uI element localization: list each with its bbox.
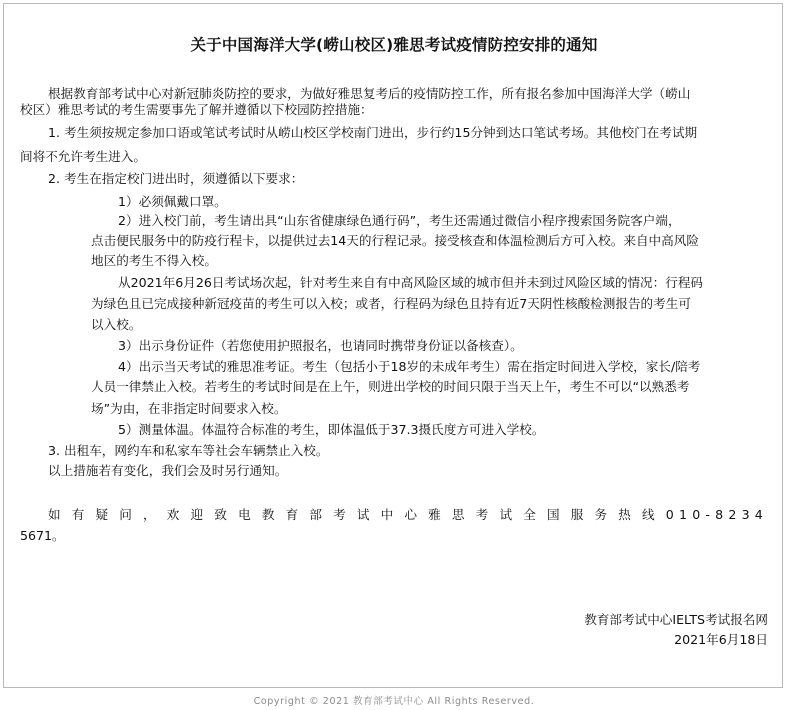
copyright-footer: Copyright © 2021 教育部考试中心 All Rights Reserved. [253, 696, 535, 707]
paragraph-line: 以上措施若有变化，我们会及时另行通知。 [48, 463, 288, 478]
paragraph-line: 1. 考生须按规定参加口语或笔试考试时从崂山校区学校南门进出，步行约15分钟到达口笔试考场。其他校门在考试期 [48, 125, 698, 140]
list-item-line: 3）出示身份证件（若您使用护照报名，也请同时携带身份证以备核查）。 [118, 338, 523, 353]
hotline-text-continued: 5671。 [20, 528, 65, 543]
signature: 教育部考试中心IELTS考试报名网 [584, 612, 768, 627]
page-title: 关于中国海洋大学(崂山校区)雅思考试疫情防控安排的通知 [190, 36, 598, 54]
list-item-line: 为绿色且已完成接种新冠疫苗的考生可以入校；或者，行程码为绿色且持有近7天阴性核酸检测报告的考生可 [91, 296, 691, 311]
list-item-line: 1）必须佩戴口罩。 [118, 194, 227, 209]
paragraph-line: 间将不允许考生进入。 [20, 149, 146, 164]
paragraph-line: 校区）雅思考试的考生需要事先了解并遵循以下校园防控措施： [20, 102, 373, 117]
list-item-line: 5）测量体温。体温符合标准的考生，即体温低于37.3摄氏度方可进入学校。 [118, 422, 545, 437]
paragraph-line: 3. 出租车，网约车和私家车等社会车辆禁止入校。 [48, 443, 329, 458]
list-item-line: 地区的考生不得入校。 [91, 253, 217, 268]
list-item-line: 从2021年6月26日考试场次起，针对考生来自有中高风险区域的城市但并未到过风险区域的情况：行程码 [118, 275, 704, 290]
list-item-line: 以入校。 [91, 317, 142, 332]
list-item-line: 4）出示当天考试的雅思准考证。考生（包括小于18岁的未成年考生）需在指定时间进入学校，家长/陪考 [118, 359, 701, 374]
list-item-line: 2）进入校门前，考生请出具“山东省健康绿色通行码”，考生还需通过微信小程序搜索国务院客户端， [118, 213, 681, 228]
list-item-line: 人员一律禁止入校。若考生的考试时间是在上午，则进出学校的时间只限于当天上午，考生不可以“以熟悉考 [91, 379, 690, 394]
paragraph-line: 根据教育部考试中心对新冠肺炎防控的要求，为做好雅思复考后的疫情防控工作，所有报名参加中国海洋大学（崂山 [48, 86, 691, 101]
paragraph-line: 2. 考生在指定校门进出时，须遵循以下要求： [48, 171, 304, 186]
hotline-text: 如有疑问，欢迎致电教育部考试中心雅思考试全国服务热线010-8234 [48, 507, 768, 522]
date: 2021年6月18日 [674, 632, 768, 647]
list-item-line: 点击便民服务中的防疫行程卡，以提供过去14天的行程记录。接受核查和体温检测后方可入校。来自中高风险 [91, 233, 699, 248]
list-item-line: 场”为由，在非指定时间要求入校。 [91, 401, 287, 416]
